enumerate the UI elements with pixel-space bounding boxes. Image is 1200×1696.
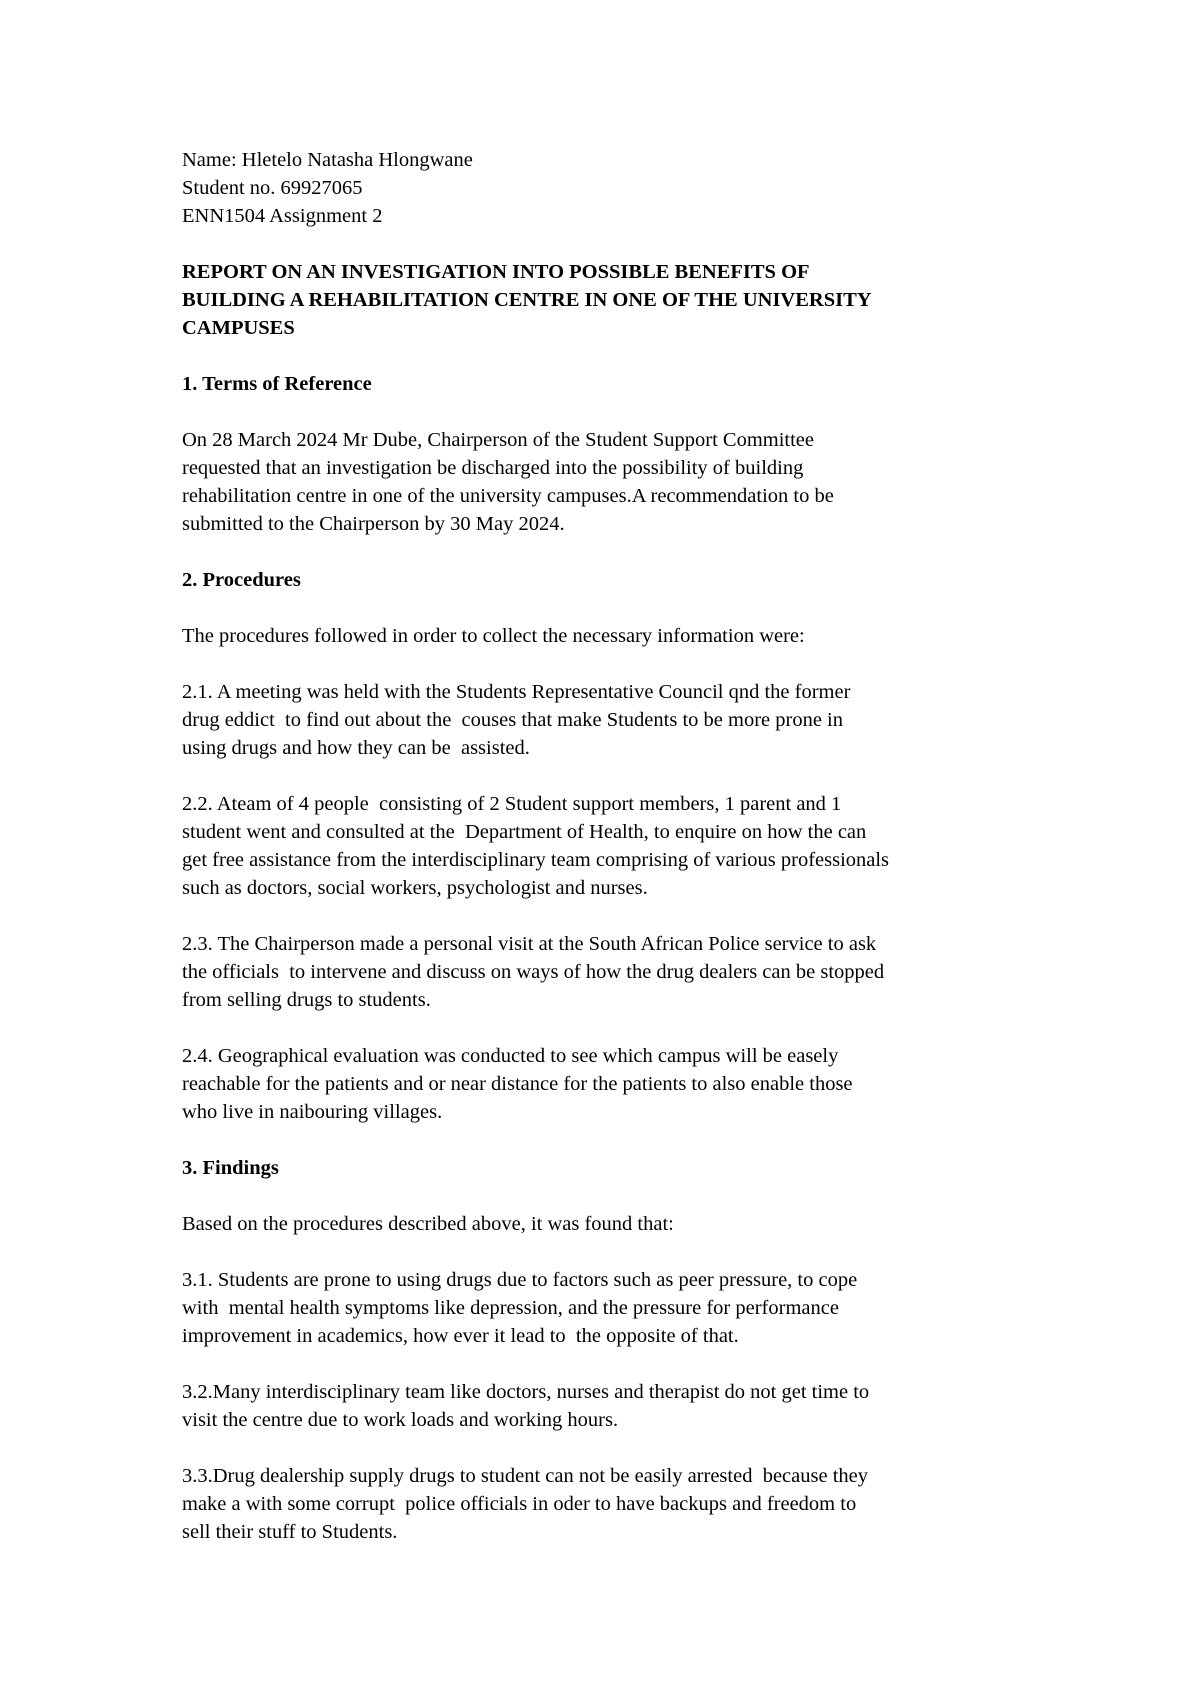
- report-title: [182, 258, 1042, 342]
- paragraph-line: submitted to the Chairperson by 30 May 2024.: [182, 513, 565, 535]
- paragraph-line: The procedures followed in order to collect the necessary information were:: [182, 625, 805, 647]
- paragraph-line: 3.3.Drug dealership supply drugs to student can not be easily arrested because they: [182, 1465, 868, 1487]
- findings-intro: [182, 1210, 1042, 1238]
- section-heading-procedures: 2. Procedures: [182, 569, 301, 591]
- report-title-line: CAMPUSES: [182, 317, 295, 339]
- procedure-item-2-2: [182, 790, 1042, 902]
- paragraph-line: get free assistance from the interdisciplinary team comprising of various professionals: [182, 849, 890, 871]
- procedure-item-2-4: [182, 1042, 1042, 1126]
- paragraph-line: with mental health symptoms like depression, and the pressure for performance: [182, 1297, 839, 1319]
- paragraph-line: improvement in academics, how ever it lead to the opposite of that.: [182, 1325, 739, 1347]
- paragraph-line: make a with some corrupt police officials in oder to have backups and freedom to: [182, 1493, 857, 1515]
- paragraph-line: 3.2.Many interdisciplinary team like doctors, nurses and therapist do not get time to: [182, 1381, 870, 1403]
- paragraph-line: Based on the procedures described above, it was found that:: [182, 1213, 674, 1235]
- finding-item-3-3: [182, 1462, 1042, 1546]
- assignment-label: ENN1504 Assignment 2: [182, 205, 383, 227]
- paragraph-line: 3.1. Students are prone to using drugs due to factors such as peer pressure, to cope: [182, 1269, 858, 1291]
- terms-paragraph: [182, 426, 1042, 538]
- paragraph-line: student went and consulted at the Department of Health, to enquire on how the can: [182, 821, 867, 843]
- paragraph-line: who live in naibouring villages.: [182, 1101, 443, 1123]
- report-title-line: BUILDING A REHABILITATION CENTRE IN ONE OF THE UNIVERSITY: [182, 289, 872, 311]
- author-name: Name: Hletelo Natasha Hlongwane: [182, 149, 473, 171]
- report-title-line: REPORT ON AN INVESTIGATION INTO POSSIBLE BENEFITS OF: [182, 261, 810, 283]
- finding-item-3-2: [182, 1378, 1042, 1434]
- paragraph-line: 2.3. The Chairperson made a personal visit at the South African Police service to ask: [182, 933, 877, 955]
- paragraph-line: 2.2. Ateam of 4 people consisting of 2 Student support members, 1 parent and 1: [182, 793, 842, 815]
- procedure-item-2-3: [182, 930, 1042, 1014]
- paragraph-line: visit the centre due to work loads and working hours.: [182, 1409, 619, 1431]
- paragraph-line: sell their stuff to Students.: [182, 1521, 398, 1543]
- procedures-intro: [182, 622, 1042, 650]
- paragraph-line: using drugs and how they can be assisted.: [182, 737, 530, 759]
- paragraph-line: 2.1. A meeting was held with the Students Representative Council qnd the former: [182, 681, 851, 703]
- paragraph-line: such as doctors, social workers, psychologist and nurses.: [182, 877, 648, 899]
- paragraph-line: 2.4. Geographical evaluation was conducted to see which campus will be easely: [182, 1045, 839, 1067]
- paragraph-line: requested that an investigation be discharged into the possibility of building: [182, 457, 804, 479]
- paragraph-line: from selling drugs to students.: [182, 989, 431, 1011]
- finding-item-3-1: [182, 1266, 1042, 1350]
- paragraph-line: On 28 March 2024 Mr Dube, Chairperson of the Student Support Committee: [182, 429, 814, 451]
- paragraph-line: rehabilitation centre in one of the university campuses.A recommendation to be: [182, 485, 834, 507]
- section-heading-terms: 1. Terms of Reference: [182, 373, 372, 395]
- paragraph-line: the officials to intervene and discuss on ways of how the drug dealers can be stopped: [182, 961, 885, 983]
- procedure-item-2-1: [182, 678, 1042, 762]
- paragraph-line: drug eddict to find out about the couses that make Students to be more prone in: [182, 709, 843, 731]
- paragraph-line: reachable for the patients and or near distance for the patients to also enable those: [182, 1073, 853, 1095]
- document-body: [182, 146, 1042, 1546]
- section-heading-findings: 3. Findings: [182, 1157, 279, 1179]
- author-block: [182, 146, 1042, 230]
- student-number: Student no. 69927065: [182, 177, 363, 199]
